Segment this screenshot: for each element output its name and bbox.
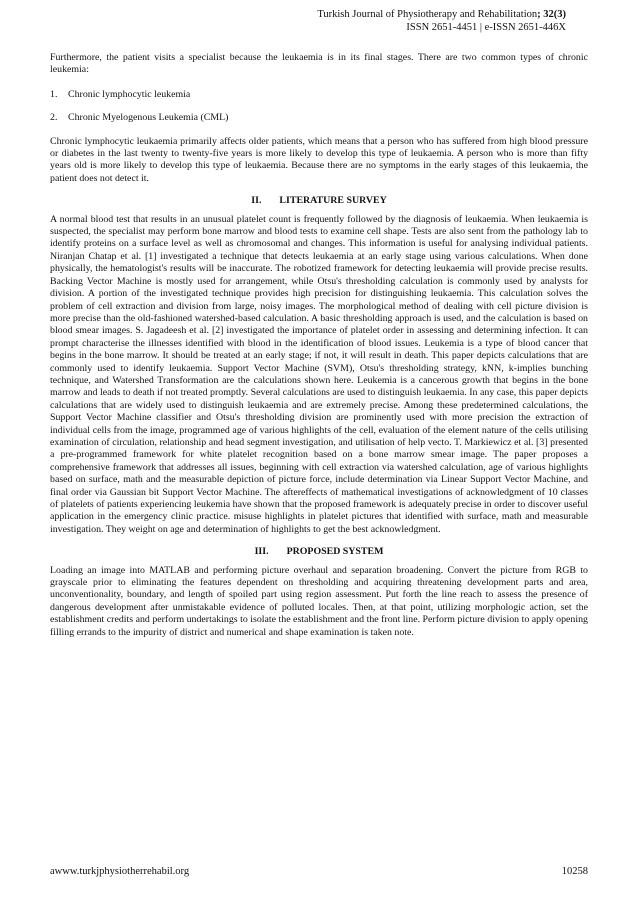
footer-url: awww.turkjphysiotherrehabil.org: [50, 866, 190, 877]
journal-issn: ISSN 2651-4451 | e-ISSN 2651-446X: [406, 22, 566, 33]
section-title: PROPOSED SYSTEM: [286, 546, 384, 558]
list-number: 1.: [50, 88, 58, 100]
list-item: [50, 89, 588, 101]
list-item: [50, 112, 588, 124]
list-number: 2.: [50, 112, 58, 124]
section-heading-literature-survey: [50, 195, 588, 207]
cll-paragraph: Chronic lymphocytic leukaemia primarily affects older patients, which means that a person who has suffered from high blood pressure or diabetes in the last twenty to twenty-five years is more likely to develop this type of leukaemia. A person who is more than fifty years old is more likely to develop this type of leukaemia. Because there are no symptoms in the early stages of this leukaemia, the patient does not detect it.: [50, 135, 588, 184]
list-text: Chronic lymphocytic leukemia: [68, 88, 191, 100]
journal-volume: ; 32(3): [537, 9, 566, 20]
journal-name: Turkish Journal of Physiotherapy and Rehabilitation: [317, 9, 538, 20]
intro-paragraph: Furthermore, the patient visits a specialist because the leukaemia is in its final stages. There are two common types of chronic leukemia:: [50, 52, 588, 76]
section-title: LITERATURE SURVEY: [279, 195, 387, 207]
article-body: [50, 52, 588, 639]
section-heading-proposed-system: [50, 546, 588, 558]
page-number: 10258: [561, 866, 588, 877]
journal-header: [317, 8, 566, 34]
journal-title-line: [317, 8, 566, 21]
section-number: II.: [251, 195, 262, 207]
section-number: III.: [254, 546, 269, 558]
proposed-system-paragraph: Loading an image into MATLAB and performing picture overhaul and separation broadening. Convert the picture from RGB to grayscale prior to eliminating the features dependent on thresholding and acquiring threatening development parts and area, unconventionality, boundary, and length of spoiled part using region assessment. Put forth the line reach to assess the presence of dangerous development after unmistakable evidence of polluted locales. Then, at that point, utilizing morphologic action, set the establishment credits and perform undertakings to isolate the establishment and the front line. Perform picture division to apply opening filling errands to the impurity of district and numerical and shape examination is taken note.: [50, 564, 588, 638]
list-text: Chronic Myelogenous Leukemia (CML): [68, 112, 229, 124]
literature-survey-paragraph: A normal blood test that results in an unusual platelet count is frequently followed by the diagnosis of leukaemia. When leukaemia is suspected, the specialist may perform bone marrow and blood tests to examine cell shape. Tests are also sent from the pathology lab to identify proteins on a surface level as well as chromosomal and changes. This information is useful for analysing individual patients. Niranjan Chatap et al. [1] investigated a technique that detects leukaemia at an early stage using various calculations. When done physically, the hematologist's results will be inaccurate. The robotized framework for detecting leukaemia will provide precise results. Backing Vector Machine is mostly used for arrangement, while Otsu's thresholding calculation is commonly used by analysts for division. A portion of the investigated technique provides high precision for distinguishing leukaemia. This calculation solves the problem of cell extraction and division from large, noisy images. The morphological method of dealing with cell picture division is more precise than the old-fashioned watershed-based calculation. A basic thresholding approach is used, and the calculation is based on blood smear images. S. Jagadeesh et al. [2] investigated the importance of platelet order in assessing and determining infection. It can prompt characterise the illnesses identified with blood in the identification of blood issues. Leukemia is a type of blood cancer that begins in the bone marrow. It should be treated at an early stage; if not, it will result in death. This paper depicts calculations that are commonly used to identify leukaemia. Support Vector Machine (SVM), Otsu's thresholding strategy, kNN, k-implies bunching technique, and Watershed Transformation are the calculations shown here. Leukemia is a cancerous growth that begins in the bone marrow and leads to death if not treated promptly. Several calculations are used to distinguish leukaemia. In any case, this paper depicts calculations that are widely used to distinguish leukaemia and are extremely precise. Among these predetermined calculations, the Support Vector Machine classifier and Otsu's thresholding division are prominently used with more precision the extraction of individual cells from the image, programmed age of various highlights of the cell, evaluation of the element nature of the cells utilising examination of circulation, relationship and head segment investigation, and utilisation of help vecto. T. Markiewicz et al. [3] presented a pre-programmed framework for white platelet recognition based on a bone marrow smear image. The paper proposes a comprehensive framework that addresses all issues, beginning with cell extraction via watershed calculation, age of various highlights based on surface, math and the measurable depiction of picture force, include determination via Linear Support Vector Machine, and final order via Gaussian bit Support Vector Machine. The aftereffects of mathematical investigations of acknowledgment of 10 classes of platelets of patients experiencing leukemia have shown that the proposed framework is adequately precise in order to discover useful application in the emergency clinic practice. misuse highlights in platelet pictures that identified with surface, math and measurable investigation. They weight on age and determination of highlights to get the best acknowledgment.: [50, 213, 588, 535]
page-footer: [50, 866, 588, 877]
